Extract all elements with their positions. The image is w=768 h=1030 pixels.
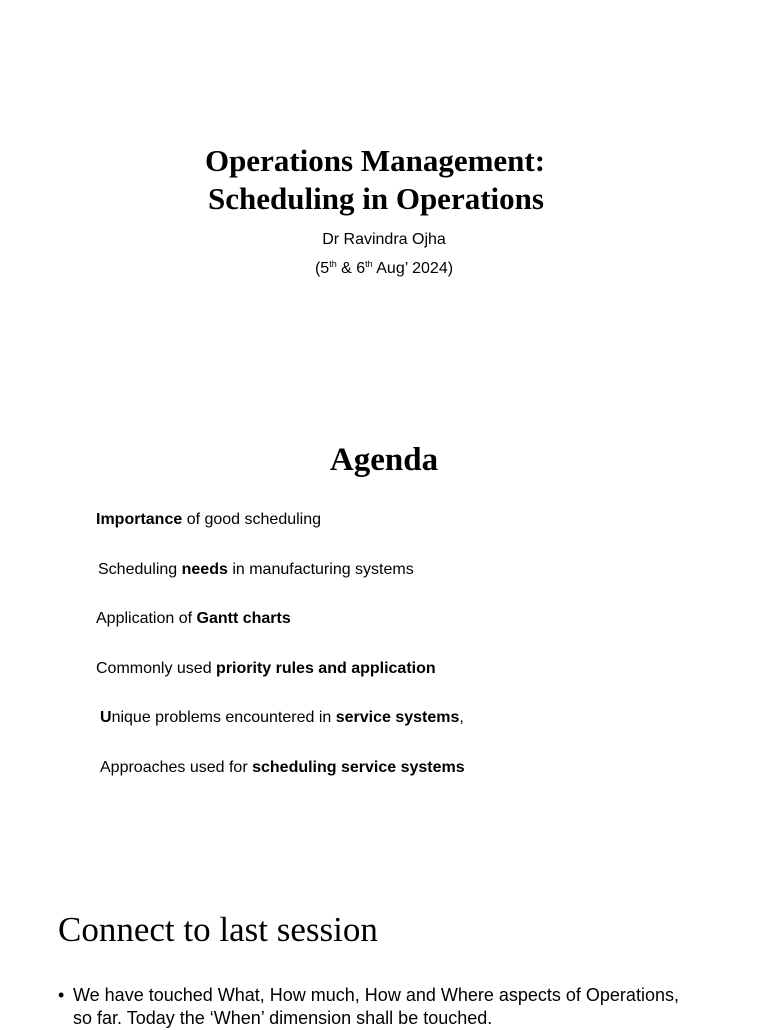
agenda-item-text: Approaches used for: [100, 759, 253, 776]
agenda-item: [96, 510, 321, 530]
title-slide: [0, 0, 768, 300]
agenda-item-bold-text: scheduling service systems: [252, 759, 465, 776]
agenda-item-text: Commonly used: [96, 660, 217, 677]
agenda-item: [96, 609, 291, 629]
date-part: & 6: [336, 260, 366, 277]
agenda-item-text: nique problems encountered in: [111, 709, 336, 726]
date-part: (5: [314, 260, 330, 277]
agenda-item-bold-text: priority rules and application: [216, 660, 436, 677]
presentation-title-line-1: Operations Management:: [204, 143, 546, 178]
bullet-text: We have touched What, How much, How and Where aspects of Operations, so far. Today the ‘When’ dimension shall be touched.: [73, 985, 679, 1028]
agenda-item-bold-text: service systems: [335, 709, 460, 726]
agenda-item-text: ,: [459, 709, 464, 726]
agenda-item-text: Scheduling: [98, 561, 182, 578]
connect-slide: [0, 860, 768, 1028]
bullet-icon: •: [58, 985, 65, 1005]
agenda-item-bold-text: needs: [181, 561, 228, 578]
date-superscript: th: [329, 259, 337, 269]
agenda-item: [100, 708, 464, 728]
agenda-item: [100, 758, 465, 778]
agenda-item-bold-text: Gantt charts: [196, 610, 291, 627]
agenda-item-bold-text: U: [100, 709, 112, 726]
date-part: Aug’ 2024): [372, 260, 454, 277]
date-superscript: th: [365, 259, 373, 269]
presentation-date: [0, 259, 768, 279]
connect-slide-title: Connect to last session: [58, 910, 378, 949]
agenda-title: Agenda: [329, 442, 439, 478]
agenda-item-text: Application of: [96, 610, 197, 627]
agenda-item-text: of good scheduling: [182, 511, 322, 528]
agenda-item-text: in manufacturing systems: [227, 561, 414, 578]
author-name: Dr Ravindra Ojha: [322, 231, 446, 248]
agenda-item-bold-text: Importance: [96, 511, 183, 528]
agenda-item: [98, 560, 414, 580]
presentation-title-line-2: Scheduling in Operations: [208, 181, 544, 216]
agenda-item: [96, 659, 436, 679]
bullet-point: [58, 984, 698, 1030]
agenda-slide: [0, 300, 768, 860]
